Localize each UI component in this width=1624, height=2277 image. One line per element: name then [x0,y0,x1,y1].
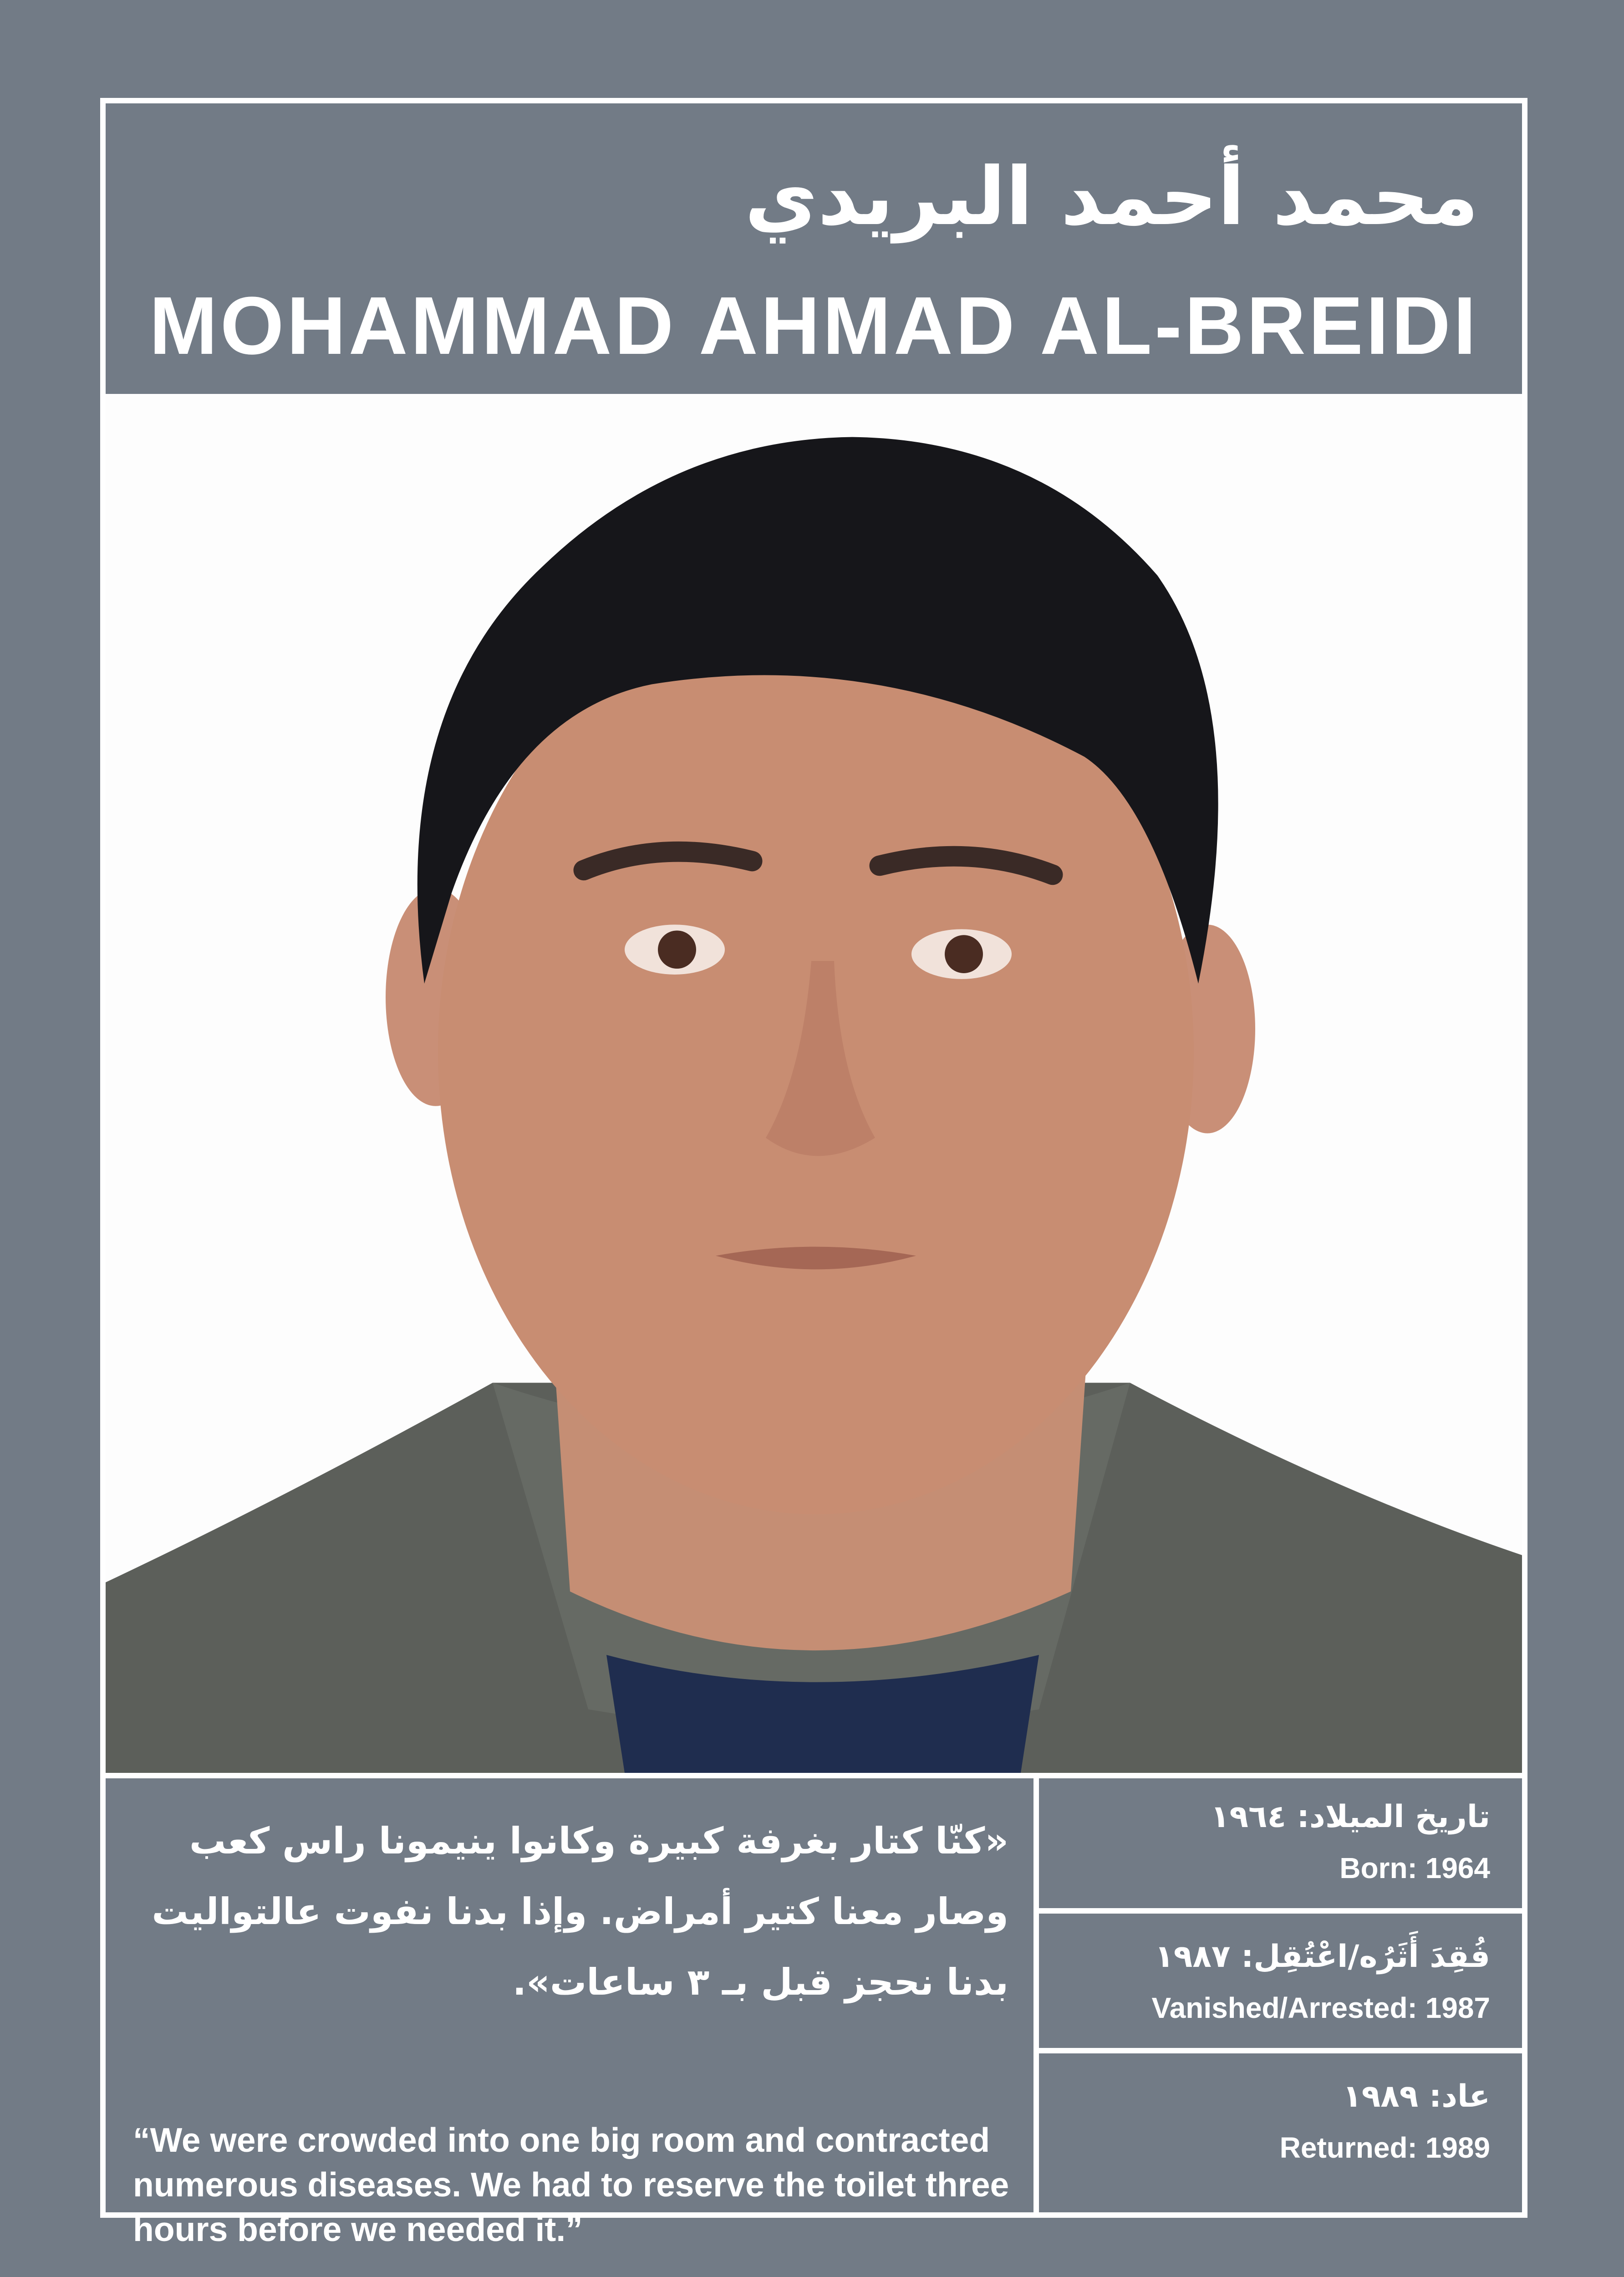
name-arabic: محمد أحمد البريدي [744,151,1479,243]
fact-vanished-arabic: فُقِدَ أَثَرُه/اعْتُقِل: ١٩٨٧ [1155,1939,1490,1975]
facts-column [1039,1774,1522,2212]
name-header [106,103,1522,399]
quote-column [106,1774,1039,2248]
fact-born-arabic: تاريخ الميلاد: ١٩٦٤ [1210,1799,1490,1835]
fact-returned-english: Returned: 1989 [1279,2131,1490,2164]
portrait-illustration [106,394,1522,1773]
fact-vanished [1039,1914,1522,2053]
fact-vanished-english: Vanished/Arrested: 1987 [1151,1991,1490,2024]
fact-returned [1039,2053,1522,2190]
quote-english: “We were crowded into one big room and contracted numerous diseases. We had to reserve the toilet three hours before we needed it.” [133,2121,1009,2248]
name-english: MOHAMMAD AHMAD AL-BREIDI [149,280,1479,372]
fact-born [1039,1774,1522,1914]
fact-returned-arabic: عاد: ١٩٨٩ [1343,2078,1490,2114]
quote-arabic: «كنّا كتار بغرفة كبيرة وكانوا ينيمونا راس كعب وصار معنا كتير أمراض. وإذا بدنا نفوت عالتواليت بدنا نحجز قبل بـ ٣ ساعات». [152,1820,1008,2003]
fact-born-english: Born: 1964 [1339,1852,1490,1884]
portrait-photo [106,394,1522,1778]
info-panel [106,1774,1522,2248]
poster-frame [100,98,1527,2248]
